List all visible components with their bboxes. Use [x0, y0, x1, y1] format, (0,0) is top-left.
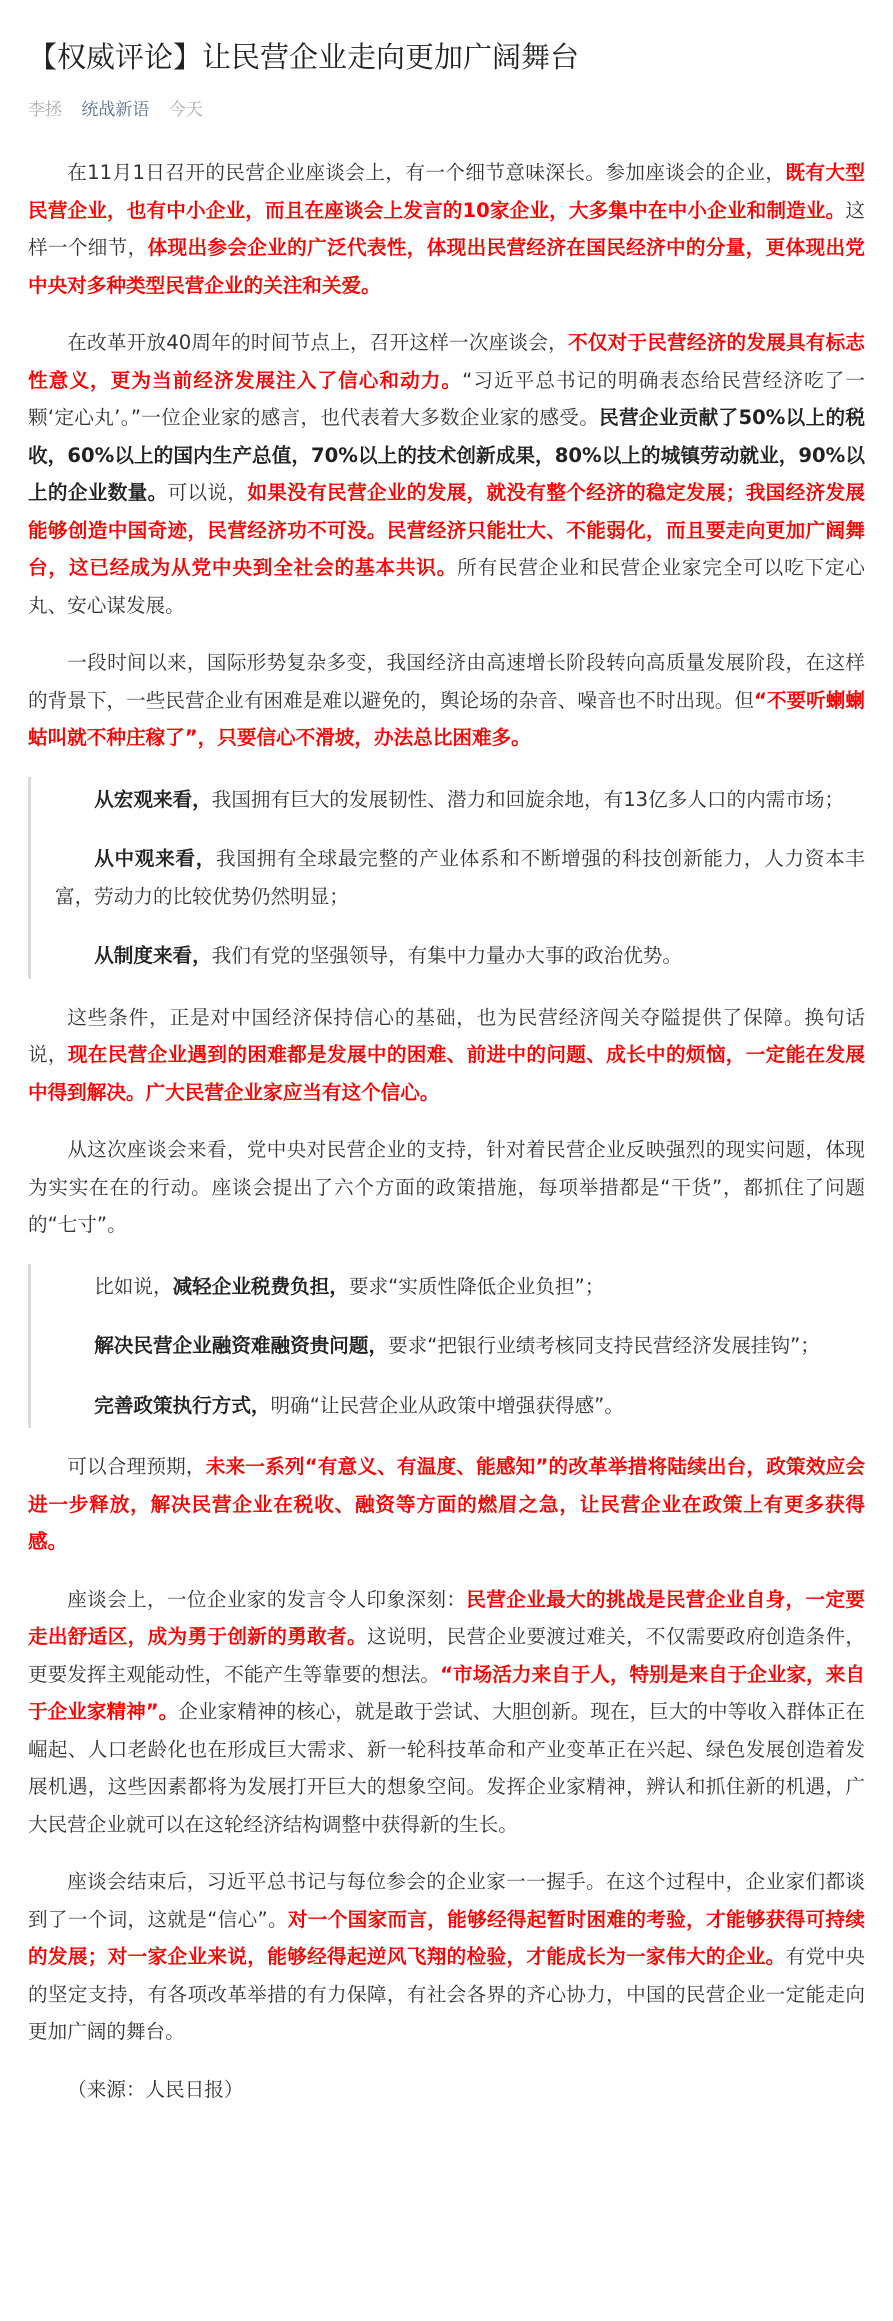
body-text: 这样一个细节， — [28, 198, 865, 259]
highlight-text: 既有大型民营企业，也有中小企业，而且在座谈会上发言的10家企业，大多集中在中小企业和制造业。 — [28, 161, 865, 222]
account-link[interactable]: 统战新语 — [81, 100, 150, 120]
highlight-text: “市场活力来自于人，特别是来自于企业家，来自于企业家精神”。 — [28, 1662, 865, 1723]
bold-text: 减轻企业税费负担， — [172, 1274, 349, 1298]
quote-item — [55, 840, 865, 915]
body-text: 座谈会上，一位企业家的发言令人印象深刻： — [67, 1587, 467, 1611]
bold-text: 从中观来看， — [94, 847, 217, 870]
author-name: 李拯 — [28, 100, 62, 120]
body-text: 座谈会结束后，习近平总书记与每位参会的企业家一一握手。在这个过程中，企业家们都谈到了一个词，这就是“信心”。 — [28, 1870, 865, 1931]
highlight-text: 民营企业最大的挑战是民营企业自身，一定要走出舒适区，成为勇于创新的勇敢者。 — [28, 1587, 866, 1648]
body-text: 在改革开放40周年的时间节点上，召开这样一次座谈会， — [67, 331, 568, 354]
body-text: 一段时间以来，国际形势复杂多变，我国经济由高速增长阶段转向高质量发展阶段，在这样的背景下，一些民营企业有困难是难以避免的，舆论场的杂音、噪音也不时出现。但 — [28, 651, 865, 712]
bold-text: 民营企业贡献了50%以上的税收，60%以上的国内生产总值，70%以上的技术创新成果，80%以上的城镇劳动就业，90%以上的企业数量。 — [28, 406, 865, 504]
paragraph — [28, 1863, 865, 2051]
paragraph — [28, 644, 865, 757]
body-text: 有党中央的坚定支持，有各项改革举措的有力保障，有社会各界的齐心协力，中国的民营企业一定能走向更加广阔的舞台。 — [28, 1945, 866, 2043]
highlight-text: 对一个国家而言，能够经得起暂时困难的考验，才能够获得可持续的发展；对一家企业来说，能够经得起逆风飞翔的检验，才能成长为一家伟大的企业。 — [28, 1907, 865, 1968]
quote-item — [55, 1387, 865, 1425]
bold-text: 解决民营企业融资难融资贵问题， — [94, 1334, 389, 1357]
body-text: “习近平总书记的明确表态给民营经济吃了一颗‘定心丸’。”一位企业家的感言，也代表着大多数企业家的感受。 — [28, 368, 865, 429]
body-text: 所有民营企业和民营企业家完全可以吃下定心丸、安心谋发展。 — [28, 556, 866, 617]
highlight-text: 体现出参会企业的广泛代表性，体现出民营经济在国民经济中的分量，更体现出党中央对多种类型民营企业的关注和关爱。 — [28, 236, 866, 297]
highlight-text: 如果没有民营企业的发展，就没有整个经济的稳定发展；我国经济发展能够创造中国奇迹，民营经济功不可没。民营经济只能壮大、不能弱化，而且要走向更加广阔舞台，这已经成为从党中央到全社会的基本共识。 — [28, 481, 866, 579]
highlight-text: 现在民营企业遇到的困难都是发展中的困难、前进中的问题、成长中的烦恼，一定能在发展中得到解决。广大民营企业家应当有这个信心。 — [28, 1043, 866, 1104]
body-text: 我们有党的坚强领导，有集中力量办大事的政治优势。 — [211, 944, 682, 967]
blockquote-outlook — [28, 777, 865, 979]
paragraph — [28, 154, 865, 304]
bold-text: 完善政策执行方式， — [94, 1393, 271, 1417]
article-body — [28, 154, 865, 2108]
paragraph — [28, 1448, 865, 1561]
paragraph — [28, 1581, 865, 1844]
body-text: 我国拥有巨大的发展韧性、潜力和回旋余地，有13亿多人口的内需市场； — [211, 787, 845, 811]
body-text: 这些条件，正是对中国经济保持信心的基础，也为民营经济闯关夺隘提供了保障。换句话说， — [28, 1005, 865, 1066]
body-text: 要求“实质性降低企业负担”； — [348, 1274, 605, 1298]
body-text: 这说明，民营企业要渡过难关，不仅需要政府创造条件，更要发挥主观能动性，不能产生等靠要的想法。 — [28, 1625, 866, 1686]
quote-item — [55, 1327, 865, 1365]
quote-item — [55, 781, 865, 819]
quote-item — [55, 937, 865, 975]
body-text: 在11月1日召开的民营企业座谈会上，有一个细节意味深长。参加座谈会的企业， — [67, 161, 786, 184]
body-text: 我国拥有全球最完整的产业体系和不断增强的科技创新能力，人力资本丰富，劳动力的比较优势仍然明显； — [55, 847, 866, 908]
highlight-text: “不要听蝲蝲蛄叫就不种庄稼了”，只要信心不滑坡，办法总比困难多。 — [28, 688, 865, 749]
blockquote-policies — [28, 1264, 865, 1429]
body-text: 要求“把银行业绩考核同支持民营经济发展挂钩”； — [388, 1334, 820, 1357]
body-text: 比如说， — [94, 1274, 173, 1298]
article-title: 【权威评论】让民营企业走向更加广阔舞台 — [28, 40, 580, 74]
article-source: （来源：人民日报） — [67, 2077, 244, 2101]
body-text: 可以说， — [167, 481, 248, 504]
body-text: 明确“让民营企业从政策中增强获得感”。 — [270, 1393, 624, 1417]
paragraph — [28, 324, 865, 624]
body-text: 从这次座谈会来看，党中央对民营企业的支持，针对着民营企业反映强烈的现实问题，体现为实实在在的行动。座谈会提出了六个方面的政策措施，每项举措都是“干货”，都抓住了问题的“七寸”。 — [28, 1138, 865, 1236]
paragraph — [28, 1131, 865, 1244]
article-meta — [28, 96, 865, 124]
paragraph — [28, 999, 865, 1112]
bold-text: 从宏观来看， — [94, 787, 212, 811]
quote-item — [55, 1268, 865, 1306]
bold-text: 从制度来看， — [94, 944, 212, 967]
highlight-text: 不仅对于民营经济的发展具有标志性意义，更为当前经济发展注入了信心和动力。 — [28, 331, 866, 392]
highlight-text: 未来一系列“有意义、有温度、能感知”的改革举措将陆续出台，政策效应会进一步释放，解决民营企业在税收、融资等方面的燃眉之急，让民营企业在政策上有更多获得感。 — [28, 1455, 865, 1553]
body-text: 企业家精神的核心，就是敢于尝试、大胆创新。现在，巨大的中等收入群体正在崛起、人口老龄化也在形成巨大需求、新一轮科技革命和产业变革正在兴起、绿色发展创造着发展机遇，这些因素都将为发展打开巨大的想象空间。发挥企业家精神，辨认和抓住新的机遇，广大民营企业就可以在这轮经济结构调整中获得新的生长。 — [28, 1700, 865, 1836]
body-text: 可以合理预期， — [67, 1455, 206, 1478]
publish-date: 今天 — [168, 100, 203, 120]
